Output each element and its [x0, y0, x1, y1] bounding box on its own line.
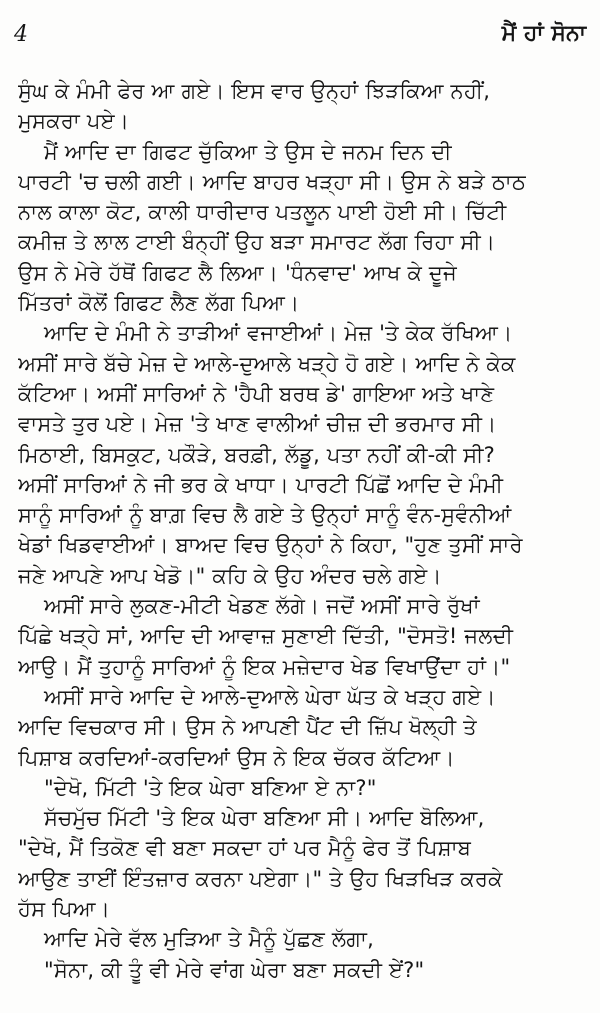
body-text — [18, 76, 590, 985]
text-line: ਆਦਿ ਵਿਚਕਾਰ ਸੀ। ਉਸ ਨੇ ਆਪਣੀ ਪੈਂਟ ਦੀ ਜ਼ਿੱਪ ਖੋਲ੍ਹੀ ਤੇ — [18, 715, 477, 740]
text-line: ਮਿੱਤਰਾਂ ਕੋਲੋਂ ਗਿਫਟ ਲੈਣ ਲੱਗ ਪਿਆ। — [18, 291, 300, 316]
text-line: ਅਸੀਂ ਸਾਰਿਆਂ ਨੇ ਜੀ ਭਰ ਕੇ ਖਾਧਾ। ਪਾਰਟੀ ਪਿੱਛੋਂ ਆਦਿ ਦੇ ਮੰਮੀ — [18, 472, 504, 497]
text-line: ਹੱਸ ਪਿਆ। — [18, 897, 111, 922]
text-line: "ਸੋਨਾ, ਕੀ ਤੂੰ ਵੀ ਮੇਰੇ ਵਾਂਗ ਘੇਰਾ ਬਣਾ ਸਕਦੀ ਏਂ?" — [44, 957, 425, 982]
text-line: ਉਸ ਨੇ ਮੇਰੇ ਹੱਥੋਂ ਗਿਫਟ ਲੈ ਲਿਆ। 'ਧੰਨਵਾਦ' ਆਖ ਕੇ ਦੂਜੇ — [18, 260, 457, 285]
text-line: ਪਿਸ਼ਾਬ ਕਰਦਿਆਂ-ਕਰਦਿਆਂ ਉਸ ਨੇ ਇਕ ਚੱਕਰ ਕੱਟਿਆ। — [18, 745, 455, 770]
text-line: ਆਉ। ਮੈਂ ਤੁਹਾਨੂੰ ਸਾਰਿਆਂ ਨੂੰ ਇਕ ਮਜ਼ੇਦਾਰ ਖੇਡ ਵਿਖਾਉਂਦਾ ਹਾਂ।" — [18, 654, 511, 679]
running-title: ਮੈਂ ਹਾਂ ਸੋਨਾ — [501, 21, 586, 46]
text-line: ਸੱਚਮੁੱਚ ਮਿੱਟੀ 'ਤੇ ਇਕ ਘੇਰਾ ਬਣਿਆ ਸੀ। ਆਦਿ ਬੋਲਿਆ, — [44, 806, 485, 831]
text-line: ਆਉਣ ਤਾਈਂ ਇੰਤਜ਼ਾਰ ਕਰਨਾ ਪਏਗਾ।" ਤੇ ਉਹ ਖਿੜਖਿੜ ਕਰਕੇ — [18, 866, 503, 891]
text-line: ਮੈਂ ਆਦਿ ਦਾ ਗਿਫਟ ਚੁੱਕਿਆ ਤੇ ਉਸ ਦੇ ਜਨਮ ਦਿਨ ਦੀ — [44, 139, 452, 164]
text-line: "ਦੇਖੋ, ਮਿੱਟੀ 'ਤੇ ਇਕ ਘੇਰਾ ਬਣਿਆ ਏ ਨਾ?" — [44, 775, 377, 800]
text-line: ਅਸੀਂ ਸਾਰੇ ਆਦਿ ਦੇ ਆਲੇ-ਦੁਆਲੇ ਘੇਰਾ ਘੱਤ ਕੇ ਖੜ੍ਹ ਗਏ। — [44, 684, 496, 709]
text-line: ਖੇਡਾਂ ਖਿਡਵਾਈਆਂ। ਬਾਅਦ ਵਿਚ ਉਨ੍ਹਾਂ ਨੇ ਕਿਹਾ, "ਹੁਣ ਤੁਸੀਂ ਸਾਰੇ — [18, 533, 523, 558]
page-number: 4 — [14, 22, 28, 47]
text-line: ਪਾਰਟੀ 'ਚ ਚਲੀ ਗਈ। ਆਦਿ ਬਾਹਰ ਖੜ੍ਹਾ ਸੀ। ਉਸ ਨੇ ਬੜੇ ਠਾਠ — [18, 169, 526, 194]
text-line: ਕੱਟਿਆ। ਅਸੀਂ ਸਾਰਿਆਂ ਨੇ 'ਹੈਪੀ ਬਰਥ ਡੇ' ਗਾਇਆ ਅਤੇ ਖਾਣੇ — [18, 381, 495, 406]
text-line: ਸਾਨੂੰ ਸਾਰਿਆਂ ਨੂੰ ਬਾਗ਼ ਵਿਚ ਲੈ ਗਏ ਤੇ ਉਨ੍ਹਾਂ ਸਾਨੂੰ ਵੰਨ-ਸੁਵੰਨੀਆਂ — [18, 503, 512, 528]
text-line: ਆਦਿ ਦੇ ਮੰਮੀ ਨੇ ਤਾੜੀਆਂ ਵਜਾਈਆਂ। ਮੇਜ਼ 'ਤੇ ਕੇਕ ਰੱਖਿਆ। — [44, 321, 513, 346]
text-line: ਸੁੰਘ ਕੇ ਮੰਮੀ ਫੇਰ ਆ ਗਏ। ਇਸ ਵਾਰ ਉਨ੍ਹਾਂ ਝਿੜਕਿਆ ਨਹੀਂ, — [18, 79, 491, 103]
text-line: ਵਾਸਤੇ ਤੁਰ ਪਏ। ਮੇਜ਼ 'ਤੇ ਖਾਣ ਵਾਲੀਆਂ ਚੀਜ਼ ਦੀ ਭਰਮਾਰ ਸੀ। — [18, 412, 497, 437]
text-line: ਮੁਸਕਰਾ ਪਏ। — [18, 109, 130, 134]
text-line: ਆਦਿ ਮੇਰੇ ਵੱਲ ਮੁੜਿਆ ਤੇ ਮੈਨੂੰ ਪੁੱਛਣ ਲੱਗਾ, — [44, 927, 374, 952]
text-line: ਅਸੀਂ ਸਾਰੇ ਲੁਕਣ-ਮੀਟੀ ਖੇਡਣ ਲੱਗੇ। ਜਦੋਂ ਅਸੀਂ ਸਾਰੇ ਰੁੱਖਾਂ — [44, 594, 480, 619]
text-line: ਜਣੇ ਆਪਣੇ ਆਪ ਖੇਡੋ।" ਕਹਿ ਕੇ ਉਹ ਅੰਦਰ ਚਲੇ ਗਏ। — [18, 563, 442, 588]
text-line: ਮਿਠਾਈ, ਬਿਸਕੁਟ, ਪਕੌੜੇ, ਬਰਫ਼ੀ, ਲੱਡੂ, ਪਤਾ ਨਹੀਂ ਕੀ-ਕੀ ਸੀ? — [18, 442, 495, 467]
text-line: "ਦੇਖੋ, ਮੈਂ ਤਿਕੋਣ ਵੀ ਬਣਾ ਸਕਦਾ ਹਾਂ ਪਰ ਮੈਨੂੰ ਫੇਰ ਤੋਂ ਪਿਸ਼ਾਬ — [18, 836, 472, 861]
text-line: ਨਾਲ ਕਾਲਾ ਕੋਟ, ਕਾਲੀ ਧਾਰੀਦਾਰ ਪਤਲੂਨ ਪਾਈ ਹੋਈ ਸੀ। ਚਿੱਟੀ — [18, 200, 507, 225]
text-line: ਕਮੀਜ਼ ਤੇ ਲਾਲ ਟਾਈ ਬੰਨ੍ਹੀਂ ਉਹ ਬੜਾ ਸਮਾਰਟ ਲੱਗ ਰਿਹਾ ਸੀ। — [18, 230, 496, 255]
text-line: ਅਸੀਂ ਸਾਰੇ ਬੱਚੇ ਮੇਜ਼ ਦੇ ਆਲੇ-ਦੁਆਲੇ ਖੜ੍ਹੇ ਹੋ ਗਏ। ਆਦਿ ਨੇ ਕੇਕ — [18, 351, 516, 376]
text-line: ਪਿੱਛੇ ਖੜ੍ਹੇ ਸਾਂ, ਆਦਿ ਦੀ ਆਵਾਜ਼ ਸੁਣਾਈ ਦਿੱਤੀ, "ਦੋਸਤੋ! ਜਲਦੀ — [18, 624, 514, 649]
